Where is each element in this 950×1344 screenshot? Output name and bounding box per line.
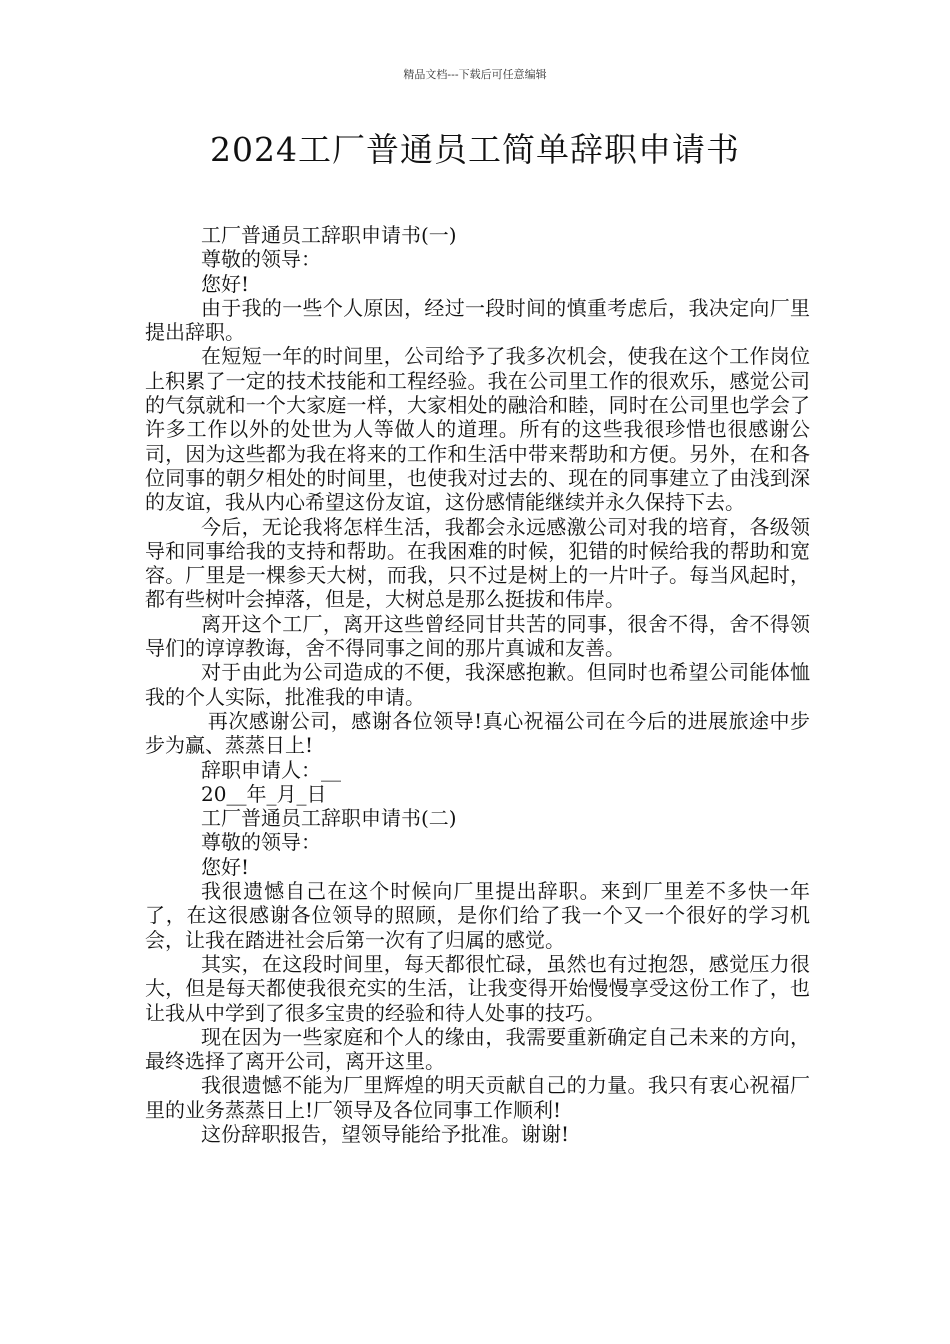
page-header: 精品文档---下载后可任意编辑	[403, 68, 547, 81]
paragraph: 我很遗憾不能为厂里辉煌的明天贡献自己的力量。我只有衷心祝福厂里的业务蒸蒸日上!厂领导及各位同事工作顺利!	[145, 1073, 810, 1122]
paragraph: 这份辞职报告，望领导能给予批准。谢谢!	[201, 1121, 570, 1146]
paragraph: 今后，无论我将怎样生活，我都会永远感激公司对我的培育，各级领导和同事给我的支持和帮助。在我困难的时候，犯错的时候给我的帮助和宽容。厂里是一棵参天大树，而我，只不过是树上的一片叶子。每当风起时，都有些树叶会掉落，但是，大树总是那么挺拔和伟岸。	[145, 514, 810, 612]
salutation: 尊敬的领导：	[201, 247, 321, 272]
paragraph: 现在因为一些家庭和个人的缘由，我需要重新确定自己未来的方向，最终选择了离开公司，离开这里。	[145, 1024, 810, 1074]
paragraph: 其实，在这段时间里，每天都很忙碌，虽然也有过抱怨，感觉压力很大，但是每天都使我很充实的生活，让我变得开始慢慢享受这份工作了，也让我从中学到了很多宝贵的经验和待人处事的技巧。	[145, 951, 810, 1025]
letter-heading: 工厂普通员工辞职申请书(一)	[201, 223, 457, 247]
letter-heading: 工厂普通员工辞职申请书(二)	[201, 806, 457, 831]
greeting: 您好!	[201, 854, 250, 879]
paragraph: 在短短一年的时间里，公司给予了我多次机会，使我在这个工作岗位上积累了一定的技术技能和工程经验。我在公司里工作的很欢乐，感觉公司的气氛就和一个大家庭一样，大家相处的融洽和睦，同时在公司里也学会了许多工作以外的处世为人等做人的道理。所有的这些我很珍惜也很感谢公司，因为这些都为我在将来的工作和生活中带来帮助和方便。另外，在和各位同事的朝夕相处的时间里，也使我对过去的、现在的同事建立了由浅到深的友谊，我从内心希望这份友谊，这份感情能继续并永久保持下去。	[145, 344, 810, 515]
paragraph: 由于我的一些个人原因，经过一段时间的慎重考虑后，我决定向厂里提出辞职。	[145, 295, 810, 345]
paragraph: 我很遗憾自己在这个时候向厂里提出辞职。来到厂里差不多快一年了，在这很感谢各位领导的照顾，是你们给了我一个又一个很好的学习机会，让我在踏进社会后第一次有了归属的感觉。	[145, 879, 810, 952]
salutation: 尊敬的领导：	[201, 830, 321, 855]
document-body	[145, 223, 810, 1146]
date-line: 20__年_月_日	[201, 781, 327, 806]
paragraph: 离开这个工厂，离开这些曾经同甘共苦的同事，很舍不得，舍不得领导们的谆谆教诲，舍不得同事之间的那片真诚和友善。	[145, 611, 810, 661]
signature-line: 辞职申请人：__	[201, 757, 341, 782]
greeting: 您好!	[201, 271, 250, 296]
paragraph: 再次感谢公司，感谢各位领导!真心祝福公司在今后的进展旅途中步步为赢、蒸蒸日上!	[145, 708, 811, 758]
paragraph: 对于由此为公司造成的不便，我深感抱歉。但同时也希望公司能体恤我的个人实际，批准我的申请。	[145, 660, 810, 709]
document-title: 2024工厂普通员工简单辞职申请书	[210, 130, 740, 169]
